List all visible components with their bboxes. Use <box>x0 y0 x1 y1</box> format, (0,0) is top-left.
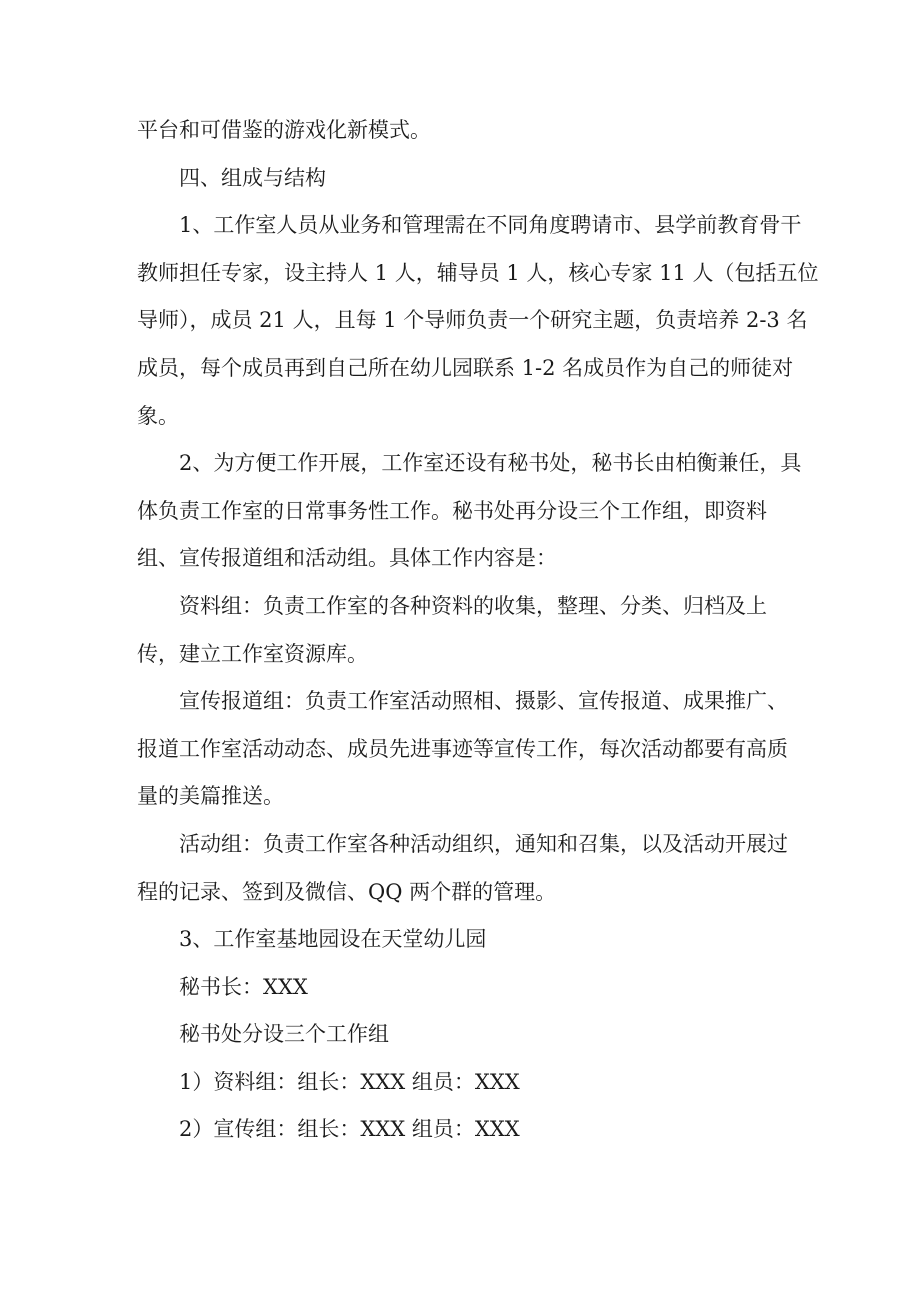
text-line <box>137 297 808 345</box>
line-text: 量的美篇推送。 <box>137 784 284 809</box>
text-line <box>137 535 787 583</box>
line-text: 组、宣传报道组和活动组。具体工作内容是： <box>137 546 557 571</box>
line-text: 教师担任专家，设主持人 1 人，辅导员 1 人，核心专家 11 人（包括五位 <box>137 260 819 285</box>
line-text: 活动组：负责工作室各种活动组织，通知和召集，以及活动开展过 <box>179 831 788 856</box>
line-text: 宣传报道组：负责工作室活动照相、摄影、宣传报道、成果推广、 <box>179 689 788 714</box>
text-line <box>137 1106 787 1154</box>
heading-text: 四、组成与结构 <box>179 165 326 190</box>
line-text: 成员，每个成员再到自己所在幼儿园联系 1-2 名成员作为自己的师徒对 <box>137 355 794 380</box>
text-line <box>137 821 787 869</box>
line-text: 1、工作室人员从业务和管理需在不同角度聘请市、县学前教育骨干 <box>179 213 802 238</box>
text-line <box>137 1059 787 1107</box>
line-text: 资料组：负责工作室的各种资料的收集，整理、分类、归档及上 <box>179 593 767 618</box>
text-line <box>137 440 802 488</box>
line-text: 秘书处分设三个工作组 <box>179 1022 389 1047</box>
line-text: 平台和可借鉴的游戏化新模式。 <box>137 118 431 142</box>
line-text: 报道工作室活动动态、成员先进事迹等宣传工作，每次活动都要有高质 <box>137 736 788 761</box>
text-line <box>137 916 787 964</box>
section-heading <box>137 155 787 203</box>
line-text: 2）宣传组：组长：XXX 组员：XXX <box>179 1117 520 1142</box>
text-line <box>137 726 787 774</box>
line-text: 秘书长：XXX <box>179 974 308 999</box>
text-line <box>137 773 787 821</box>
line-text: 象。 <box>137 403 179 428</box>
document-body <box>137 107 819 1154</box>
line-text: 导师），成员 21 人，且每 1 个导师负责一个研究主题，负责培养 2-3 名 <box>137 308 808 333</box>
line-text: 2、为方便工作开展，工作室还设有秘书处，秘书长由柏衡兼任，具 <box>179 451 802 476</box>
line-text: 1）资料组：组长：XXX 组员：XXX <box>179 1069 520 1094</box>
text-line <box>137 964 787 1012</box>
text-line <box>137 345 794 393</box>
text-line <box>137 678 787 726</box>
text-line <box>137 1011 787 1059</box>
text-line <box>137 488 787 536</box>
text-line <box>137 869 787 917</box>
line-text: 传，建立工作室资源库。 <box>137 641 368 666</box>
text-line <box>137 107 787 155</box>
text-line <box>137 393 787 441</box>
line-text: 3、工作室基地园设在天堂幼儿园 <box>179 927 487 952</box>
line-text: 体负责工作室的日常事务性工作。秘书处再分设三个工作组，即资料 <box>137 498 767 523</box>
line-text: 程的记录、签到及微信、QQ 两个群的管理。 <box>137 879 557 904</box>
text-line <box>137 250 819 298</box>
text-line <box>137 202 802 250</box>
text-line <box>137 583 787 631</box>
text-line <box>137 631 787 679</box>
